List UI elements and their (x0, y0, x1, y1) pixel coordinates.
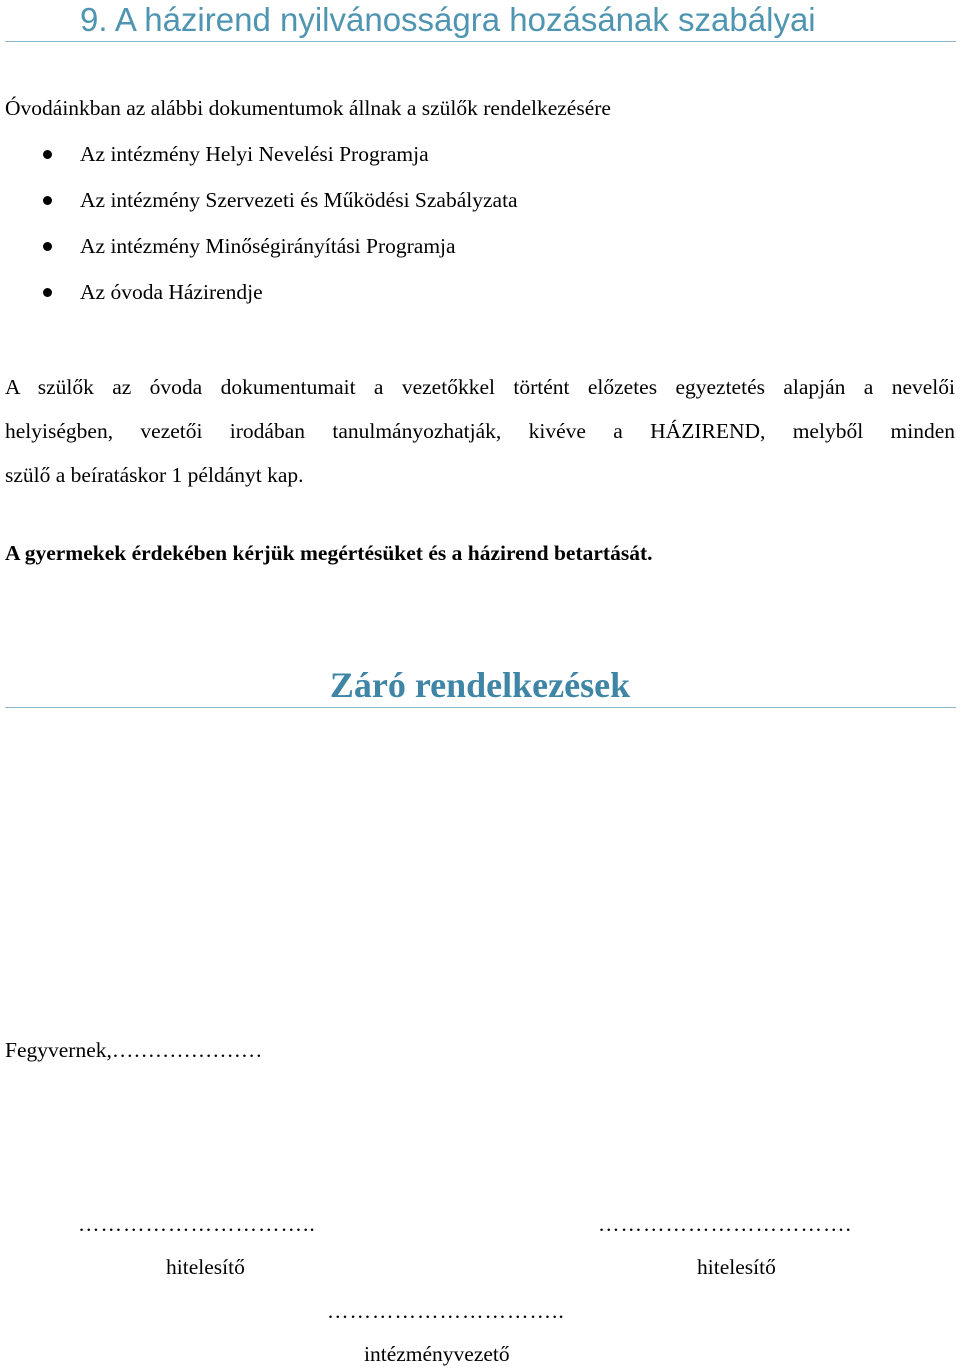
paragraph-line: helyiségben, vezetői irodában tanulmányozhatják, kivéve a HÁZIREND, melyből minden (5, 419, 955, 443)
intro-text: Óvodáinkban az alábbi dokumentumok állnak a szülők rendelkezésére (5, 96, 611, 120)
paragraph-line: A szülők az óvoda dokumentumait a vezetőkkel történt előzetes egyeztetés alapján a nevelői (5, 375, 955, 399)
place-date-line: Fegyvernek,………………… (5, 1038, 263, 1062)
bullet-icon (43, 150, 52, 159)
left-signature-label: hitelesítő (166, 1255, 245, 1279)
appeal-text: A gyermekek érdekében kérjük megértésüket és a házirend betartását. (5, 541, 653, 565)
right-signature-label: hitelesítő (697, 1255, 776, 1279)
left-signature-line: ………………………….. (78, 1212, 316, 1236)
right-signature-line: ……………………………. (598, 1212, 852, 1236)
list-item-text: Az intézmény Helyi Nevelési Programja (80, 142, 429, 166)
bullet-icon (43, 196, 52, 205)
center-signature-line: ………………………….. (327, 1299, 565, 1323)
center-signature-label: intézményvezető (364, 1342, 510, 1366)
heading-underline (5, 41, 956, 42)
section-heading: 9. A házirend nyilvánosságra hozásának szabályai (80, 1, 816, 38)
access-paragraph (5, 365, 955, 497)
bullet-icon (43, 242, 52, 251)
closing-underline (5, 707, 956, 708)
paragraph-line: szülő a beíratáskor 1 példányt kap. (5, 463, 304, 487)
list-item-text: Az óvoda Házirendje (80, 280, 263, 304)
list-item-text: Az intézmény Minőségirányítási Programja (80, 234, 456, 258)
bullet-icon (43, 288, 52, 297)
list-item-text: Az intézmény Szervezeti és Működési Szabályzata (80, 188, 518, 212)
closing-heading: Záró rendelkezések (329, 665, 631, 705)
